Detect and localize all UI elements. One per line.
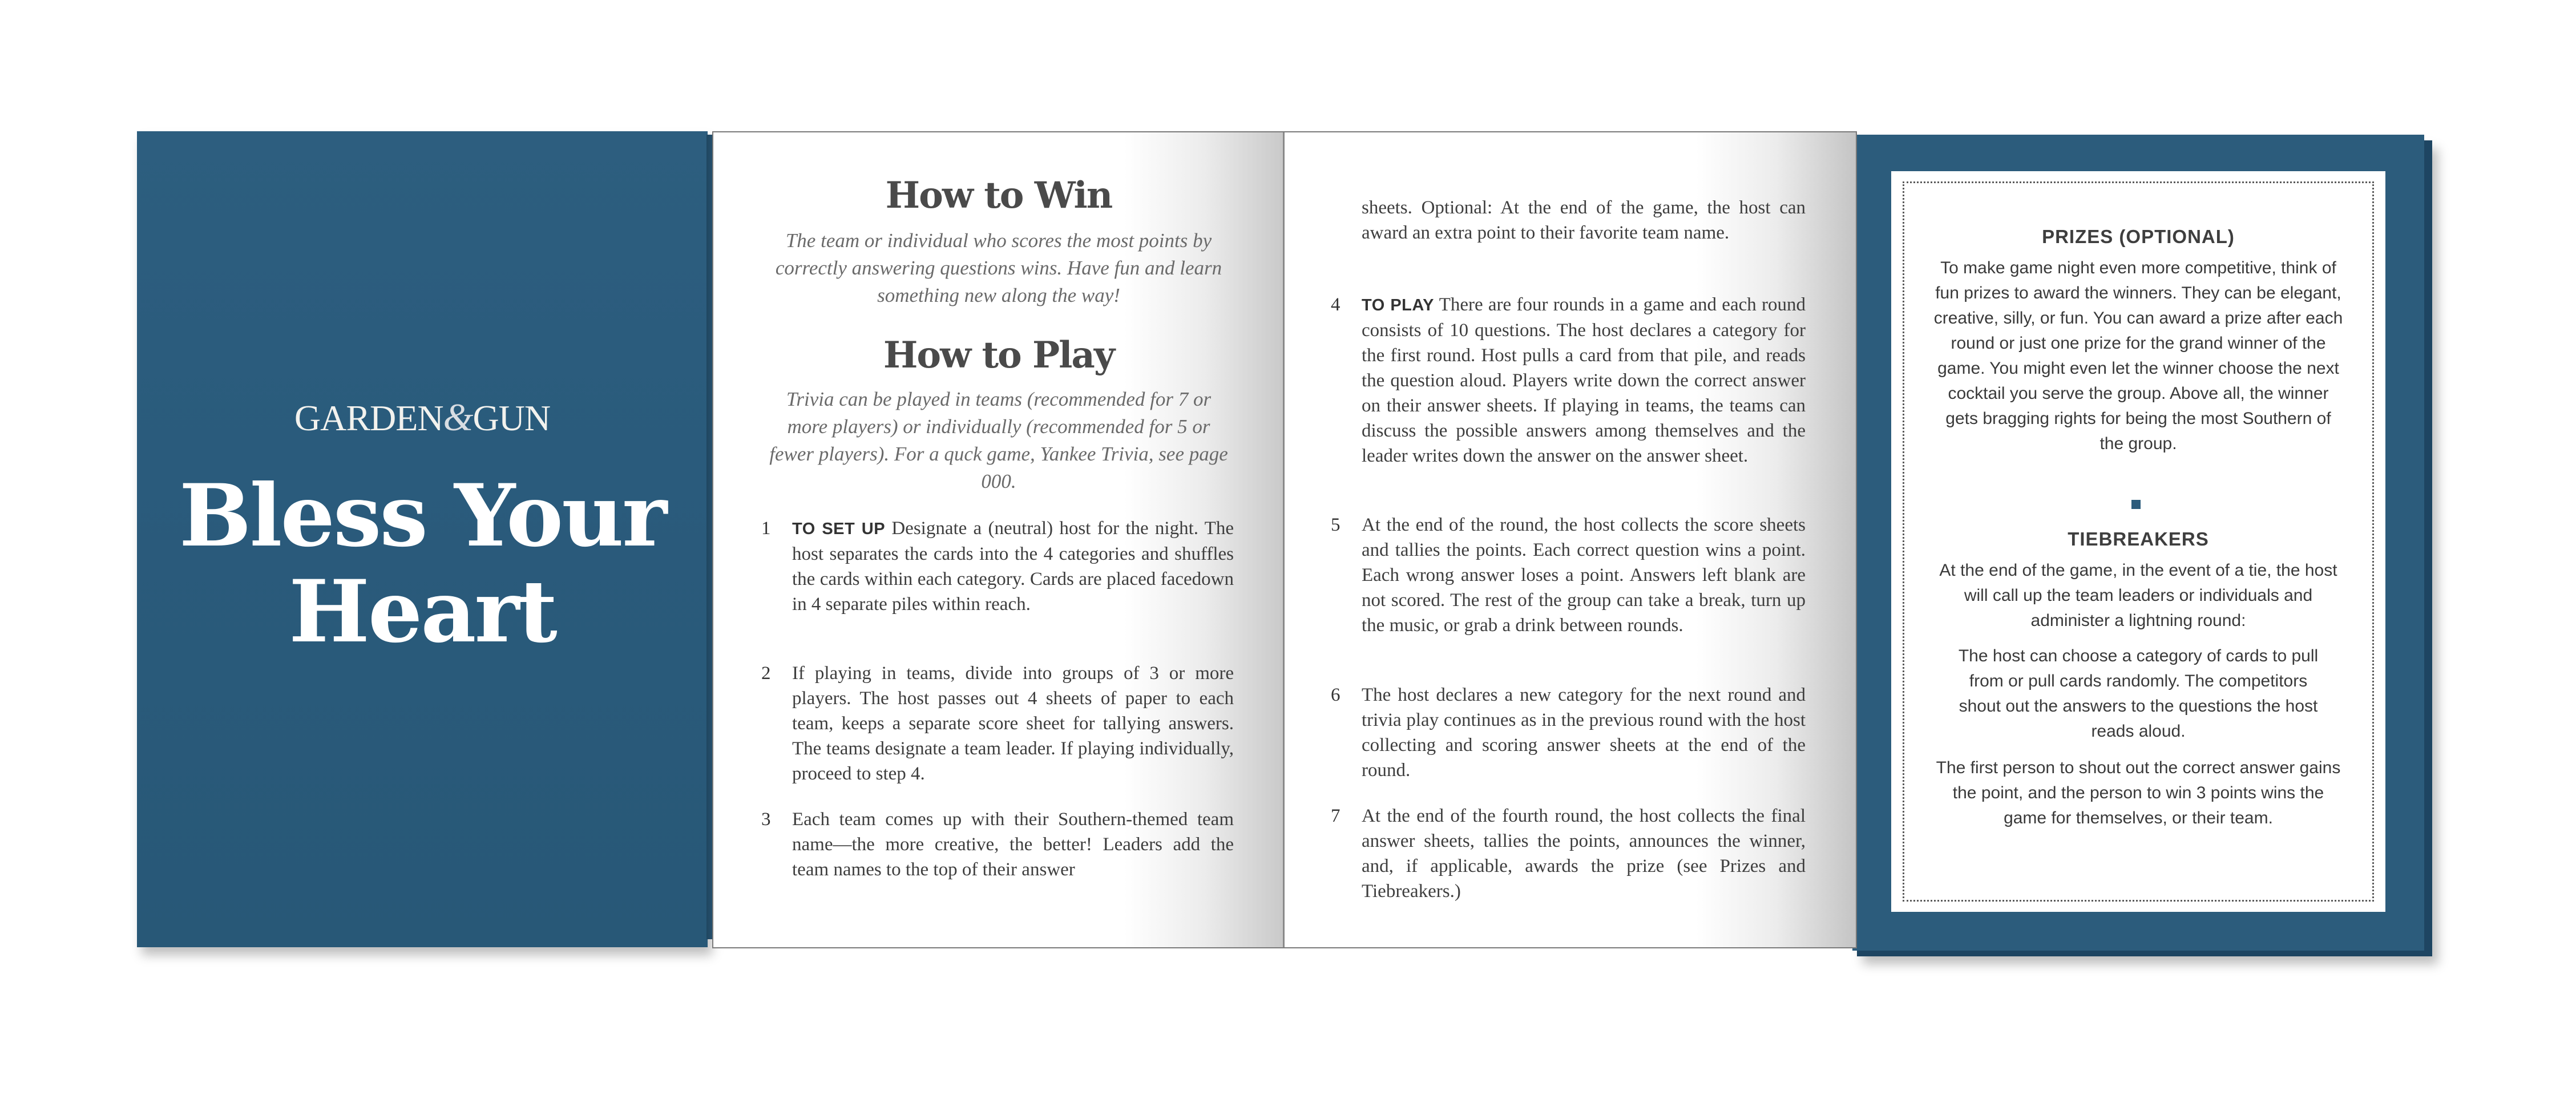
step-number: 3 bbox=[761, 809, 771, 830]
step-text: At the end of the fourth round, the host collects the final answer sheets, tallies the points, announces the winner, and, if applicable, awards the prize (see Prizes and Tiebreakers.) bbox=[1362, 806, 1806, 902]
cover-title-line-1: Bless Your bbox=[179, 466, 666, 566]
brand-logo-part-b: GUN bbox=[473, 398, 551, 438]
prizes-heading: PRIZES (OPTIONAL) bbox=[2042, 226, 2235, 247]
step-6 bbox=[1331, 682, 1806, 783]
section-divider-square bbox=[2131, 500, 2141, 509]
prizes-text: To make game night even more competitive, think of fun prizes to award the winners. They can be elegant, creative, silly, or fun. You can award a prize after each round or just one prize for the grand winner of the game. You might even let the winner choose the next cocktail you serve the group. Above all, the winner gets bragging rights for being the most Southern of the group. bbox=[1933, 258, 2343, 453]
step-text: Designate a (neutral) host for the night. The host separates the cards into the 4 categories and shuffles the cards within each category. Cards are placed facedown in 4 separate piles within reach. bbox=[792, 518, 1234, 615]
front-cover bbox=[137, 131, 708, 947]
step-text: The host declares a new category for the next round and trivia play continues as in the previous round with the host collecting and scoring answer sheets at the end of the round. bbox=[1362, 685, 1806, 781]
cover-title-line-2: Heart bbox=[289, 561, 556, 662]
tiebreakers-text-3: The first person to shout out the correct answer gains the point, and the person to win 3 points wins the game for themselves, or their team. bbox=[1936, 758, 2341, 827]
step-text: There are four rounds in a game and each round consists of 10 questions. The host declares a category for the first round. Host pulls a card from that pile, and reads the question aloud. Players write down the correct answer on their answer sheets. If playing in teams, the teams can discuss the possible answers among themselves and the leader writes down the answer on the answer sheet. bbox=[1362, 294, 1806, 466]
step-7 bbox=[1331, 803, 1806, 904]
how-to-play-text: Trivia can be played in teams (recommended for 7 or more players) or individually (recommended for 5 or fewer players). For a quck game, Yankee Trivia, see page 000. bbox=[769, 388, 1228, 492]
tiebreakers-text-1: At the end of the game, in the event of a tie, the host will call up the team leaders or individuals and administer a lightning round: bbox=[1939, 561, 2337, 630]
cover-title bbox=[137, 468, 708, 660]
step-text: If playing in teams, divide into groups of 3 or more players. The host passes out 4 sheets of paper to each team, keeps a separate score sheet for tallying answers. The teams designate a team leader. If playing individually, proceed to step 4. bbox=[792, 663, 1234, 784]
brand-logo bbox=[137, 395, 708, 440]
brand-logo-ampersand: & bbox=[443, 395, 473, 439]
step-number: 1 bbox=[761, 518, 771, 539]
tiebreakers-text-2: The host can choose a category of cards to pull from or pull cards randomly. The competitors shout out the answers to the questions the host reads aloud. bbox=[1958, 647, 2319, 741]
step-number: 4 bbox=[1331, 294, 1341, 315]
step-5 bbox=[1331, 512, 1806, 638]
step-3-continuation: sheets. Optional: At the end of the game, the host can award an extra point to their favorite team name. bbox=[1362, 197, 1806, 243]
step-text: Each team comes up with their Southern-themed team name—the more creative, the better! Leaders add the team names to the top of their answer bbox=[792, 809, 1234, 880]
step-number: 6 bbox=[1331, 685, 1341, 705]
step-number: 2 bbox=[761, 663, 771, 684]
how-to-win-text: The team or individual who scores the most points by correctly answering questions wins. Have fun and learn something new along the way! bbox=[775, 229, 1222, 306]
step-3 bbox=[761, 807, 1234, 882]
step-text: At the end of the round, the host collects the score sheets and tallies the points. Each correct question wins a point. Each wrong answer loses a point. Answers left blank are not scored. The rest of the group can take a break, turn up the music, or grab a drink between rounds. bbox=[1362, 515, 1806, 636]
step-number: 7 bbox=[1331, 806, 1341, 826]
step-lead: TO SET UP bbox=[792, 520, 886, 538]
how-to-play-heading: How to Play bbox=[883, 334, 1115, 377]
tiebreakers-heading: TIEBREAKERS bbox=[2068, 528, 2209, 550]
brand-logo-part-a: GARDEN bbox=[294, 398, 443, 438]
page-fold bbox=[1283, 132, 1285, 947]
step-lead: TO PLAY bbox=[1362, 296, 1435, 314]
step-number: 5 bbox=[1331, 515, 1341, 535]
step-4 bbox=[1331, 292, 1806, 468]
step-2 bbox=[761, 661, 1234, 786]
step-1 bbox=[761, 516, 1234, 617]
how-to-win-heading: How to Win bbox=[885, 174, 1112, 217]
